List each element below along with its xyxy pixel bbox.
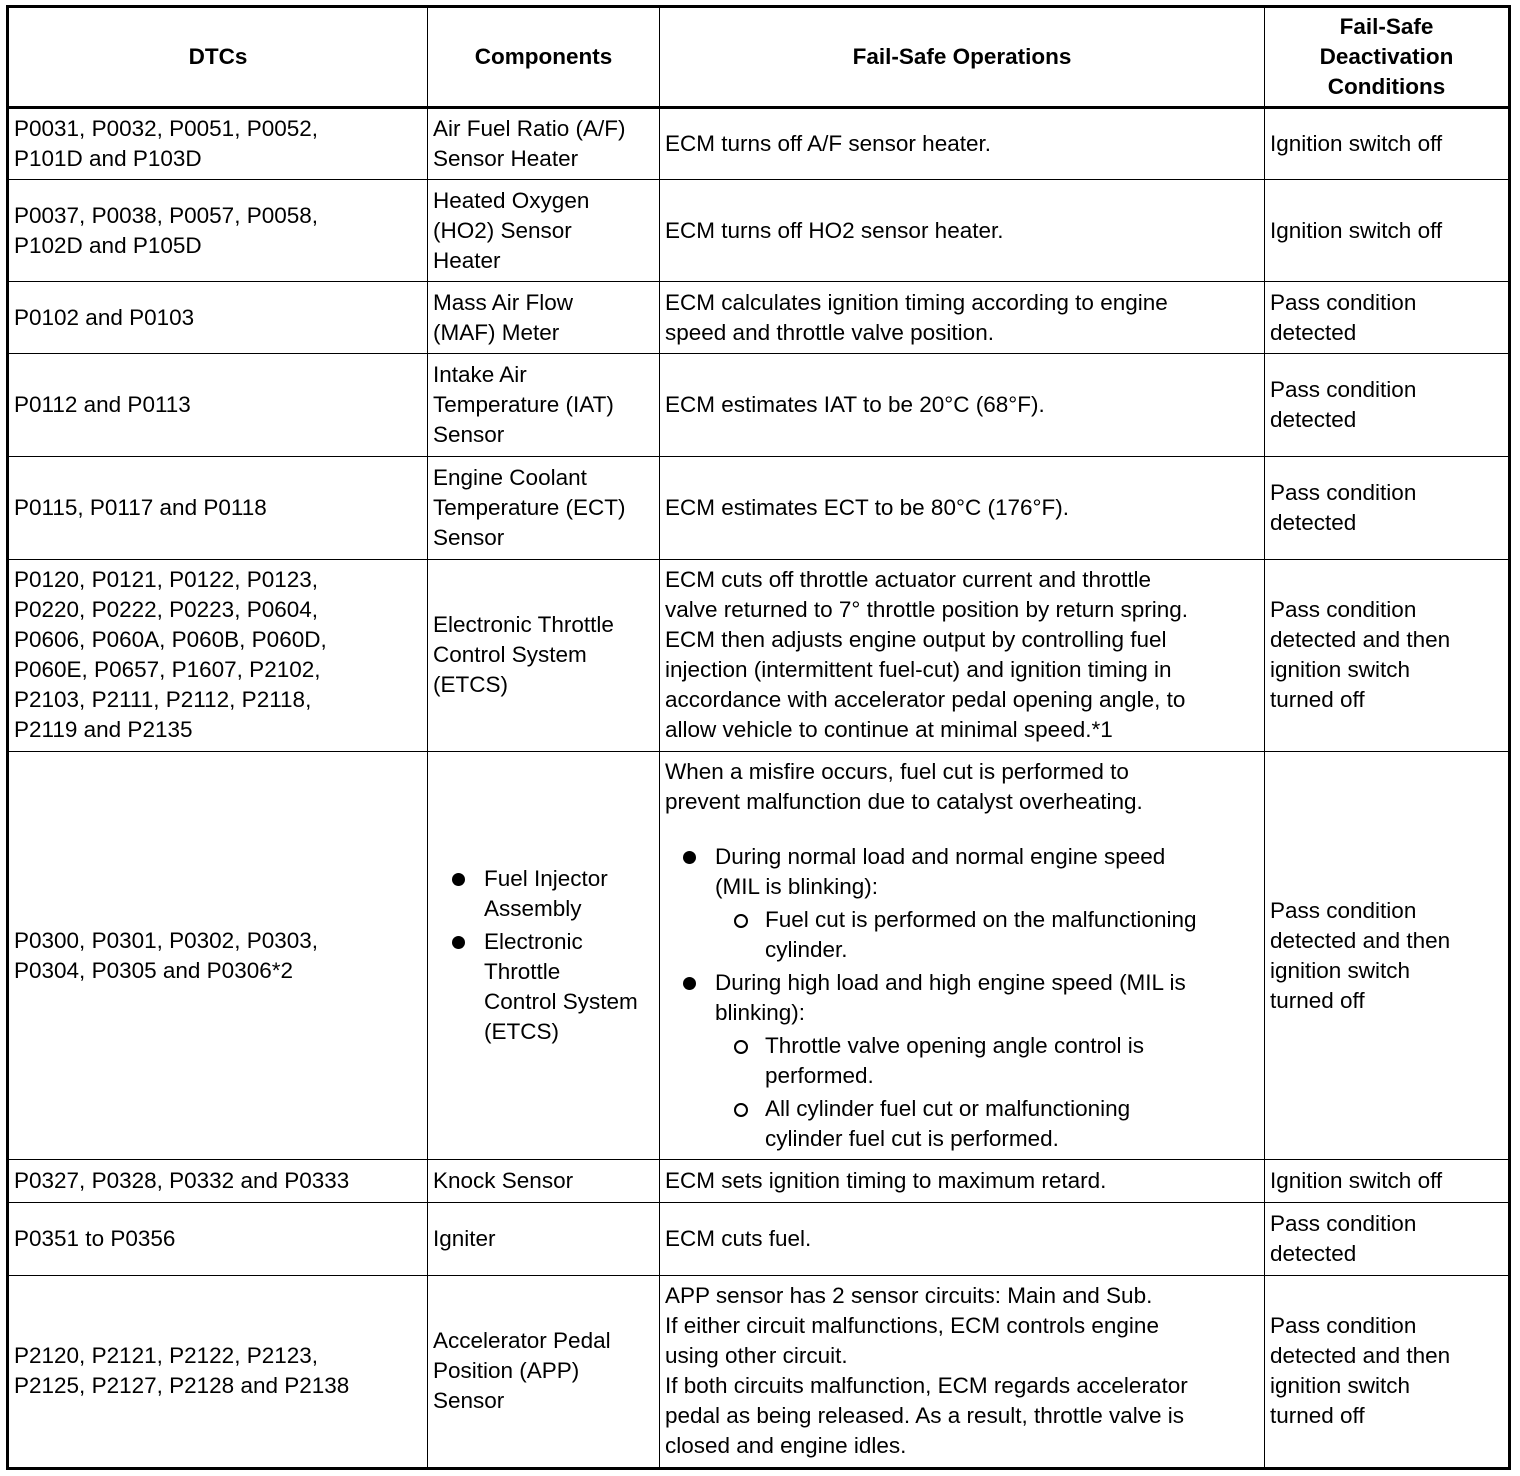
dtc-line: P102D and P105D [14, 232, 202, 258]
operation-line: injection (intermittent fuel-cut) and ignition timing in [665, 657, 1172, 683]
component-cell [428, 108, 660, 180]
deactivation-line: Ignition switch off [1270, 1168, 1443, 1193]
table-row [8, 1160, 1510, 1202]
operation-cell [660, 282, 1265, 354]
component-line: Electronic Throttle [433, 612, 614, 638]
table-body [8, 108, 1510, 1469]
sub-bullet-item [765, 1031, 1259, 1091]
component-line: Control System [484, 989, 638, 1015]
component-cell [428, 1160, 660, 1202]
component-line: Igniter [433, 1225, 496, 1251]
deactivation-line: Ignition switch off [1270, 217, 1443, 243]
component-cell [428, 1202, 660, 1275]
deactivation-line: detected [1270, 319, 1357, 345]
deactivation-cell [1265, 108, 1510, 180]
fail-safe-table [6, 5, 1511, 1470]
component-cell [428, 559, 660, 751]
dtc-cell [8, 180, 428, 282]
component-line: Throttle [484, 959, 561, 985]
deactivation-line: detected [1270, 1240, 1357, 1266]
operation-line: cylinder. [765, 937, 848, 963]
deactivation-cell [1265, 1275, 1510, 1468]
dtc-line: P2120, P2121, P2122, P2123, [14, 1343, 319, 1369]
deactivation-line: Pass condition [1270, 377, 1417, 403]
operation-line: APP sensor has 2 sensor circuits: Main and Sub. [665, 1283, 1153, 1309]
deactivation-line: turned off [1270, 987, 1365, 1013]
operation-cell [660, 354, 1265, 457]
deactivation-line: Pass condition [1270, 897, 1417, 923]
component-cell [428, 751, 660, 1160]
sub-bullet-list [715, 1031, 1259, 1154]
deactivation-cell [1265, 1202, 1510, 1275]
operation-line: When a misfire occurs, fuel cut is performed to [665, 759, 1129, 785]
component-line: Temperature (IAT) [433, 392, 614, 418]
dtc-line: P0120, P0121, P0122, P0123, [14, 567, 319, 593]
deactivation-line: Pass condition [1270, 1210, 1417, 1236]
operation-cell [660, 559, 1265, 751]
header-deactivation-line: Deactivation [1319, 44, 1454, 69]
component-cell [428, 457, 660, 559]
component-line: Position (APP) [433, 1358, 580, 1384]
component-cell [428, 282, 660, 354]
dtc-line: P0037, P0038, P0057, P0058, [14, 202, 319, 228]
table-row [8, 282, 1510, 354]
deactivation-line: detected and then [1270, 1343, 1451, 1369]
component-line: Heater [433, 247, 501, 273]
header-deactivation-line: Fail-Safe [1339, 14, 1434, 39]
table-row [8, 751, 1510, 1160]
dtc-line: P0327, P0328, P0332 and P0333 [14, 1168, 350, 1193]
deactivation-cell [1265, 1160, 1510, 1202]
component-line: Sensor [433, 525, 505, 551]
deactivation-cell [1265, 457, 1510, 559]
operation-line: If both circuits malfunction, ECM regards accelerator [665, 1373, 1188, 1399]
table-row [8, 1275, 1510, 1468]
table-header [8, 7, 1510, 108]
operation-line: ECM cuts off throttle actuator current and throttle [665, 567, 1152, 593]
deactivation-cell [1265, 751, 1510, 1160]
component-line: Air Fuel Ratio (A/F) [433, 116, 626, 142]
deactivation-line: detected and then [1270, 927, 1451, 953]
component-line: Temperature (ECT) [433, 495, 626, 521]
component-line: Sensor [433, 1388, 505, 1414]
component-line: Heated Oxygen [433, 187, 590, 213]
bullet-item [484, 927, 654, 1047]
deactivation-line: Pass condition [1270, 1313, 1417, 1339]
dtc-cell [8, 751, 428, 1160]
table-row [8, 354, 1510, 457]
header-deactivation [1265, 7, 1510, 108]
operation-line: pedal as being released. As a result, throttle valve is [665, 1403, 1185, 1429]
header-row [8, 7, 1510, 108]
component-line: Electronic [484, 929, 583, 955]
bullet-item [715, 842, 1259, 965]
dtc-line: P101D and P103D [14, 146, 202, 172]
dtc-cell [8, 282, 428, 354]
component-line: Intake Air [433, 362, 527, 388]
sub-bullet-list [715, 905, 1259, 965]
operation-line: speed and throttle valve position. [665, 319, 994, 345]
dtc-line: P0031, P0032, P0051, P0052, [14, 116, 319, 142]
component-line: Sensor [433, 422, 505, 448]
deactivation-line: Pass condition [1270, 597, 1417, 623]
table-row [8, 559, 1510, 751]
operation-line: ECM estimates IAT to be 20°C (68°F). [665, 392, 1045, 418]
operation-line: accordance with accelerator pedal opening angle, to [665, 687, 1186, 713]
operation-line: ECM sets ignition timing to maximum retard. [665, 1168, 1107, 1193]
table-row [8, 108, 1510, 180]
operation-bullet-list [665, 842, 1259, 1154]
operation-line: ECM estimates ECT to be 80°C (176°F). [665, 495, 1069, 521]
operation-line: If either circuit malfunctions, ECM controls engine [665, 1313, 1159, 1339]
component-cell [428, 1275, 660, 1468]
operation-line: ECM turns off A/F sensor heater. [665, 131, 991, 157]
deactivation-line: detected and then [1270, 627, 1451, 653]
deactivation-line: Ignition switch off [1270, 131, 1443, 157]
header-dtcs: DTCs [8, 7, 428, 108]
operation-cell [660, 457, 1265, 559]
operation-line: blinking): [715, 1000, 806, 1026]
operation-line: valve returned to 7° throttle position by return spring. [665, 597, 1189, 623]
operation-cell [660, 751, 1265, 1160]
deactivation-cell [1265, 282, 1510, 354]
operation-line: using other circuit. [665, 1343, 848, 1369]
component-line: (ETCS) [433, 672, 508, 698]
dtc-line: P2125, P2127, P2128 and P2138 [14, 1373, 350, 1399]
bullet-item [484, 864, 654, 924]
operation-line: cylinder fuel cut is performed. [765, 1126, 1059, 1152]
dtc-cell [8, 1202, 428, 1275]
table-row [8, 457, 1510, 559]
dtc-line: P2119 and P2135 [14, 717, 193, 743]
component-line: (MAF) Meter [433, 319, 560, 345]
operation-line: prevent malfunction due to catalyst overheating. [665, 789, 1143, 815]
component-line: Control System [433, 642, 587, 668]
deactivation-line: Pass condition [1270, 289, 1417, 315]
dtc-line: P0606, P060A, P060B, P060D, [14, 627, 327, 653]
dtc-cell [8, 354, 428, 457]
table-row [8, 1202, 1510, 1275]
operation-line: closed and engine idles. [665, 1433, 907, 1459]
dtc-line: P0220, P0222, P0223, P0604, [14, 597, 319, 623]
operation-cell [660, 108, 1265, 180]
operation-intro [665, 757, 1259, 817]
component-bullet-list [433, 864, 654, 1047]
dtc-line: P0351 to P0356 [14, 1225, 176, 1251]
operation-line: Throttle valve opening angle control is [765, 1033, 1144, 1059]
deactivation-cell [1265, 559, 1510, 751]
dtc-cell [8, 1160, 428, 1202]
component-line: (HO2) Sensor [433, 217, 572, 243]
dtc-line: P0115, P0117 and P0118 [14, 495, 267, 521]
header-operations: Fail-Safe Operations [660, 7, 1265, 108]
dtc-line: P0304, P0305 and P0306*2 [14, 957, 293, 983]
deactivation-line: ignition switch [1270, 1373, 1411, 1399]
component-cell [428, 354, 660, 457]
component-line: Accelerator Pedal [433, 1328, 611, 1354]
operation-line: allow vehicle to continue at minimal speed.*1 [665, 717, 1113, 743]
dtc-line: P2103, P2111, P2112, P2118, [14, 687, 312, 713]
component-line: Knock Sensor [433, 1168, 574, 1193]
operation-line: ECM then adjusts engine output by controlling fuel [665, 627, 1167, 653]
deactivation-line: turned off [1270, 1403, 1365, 1429]
deactivation-line: turned off [1270, 687, 1365, 713]
component-line: Sensor Heater [433, 146, 579, 172]
operation-line: ECM calculates ignition timing according to engine [665, 289, 1168, 315]
operation-cell [660, 1275, 1265, 1468]
sub-bullet-item [765, 1094, 1259, 1154]
operation-line: performed. [765, 1063, 874, 1089]
operation-line: All cylinder fuel cut or malfunctioning [765, 1096, 1131, 1122]
sub-bullet-item [765, 905, 1259, 965]
component-cell [428, 180, 660, 282]
dtc-line: P0300, P0301, P0302, P0303, [14, 927, 319, 953]
deactivation-cell [1265, 354, 1510, 457]
deactivation-line: Pass condition [1270, 480, 1417, 506]
deactivation-line: detected [1270, 407, 1357, 433]
component-line: Assembly [484, 896, 582, 922]
dtc-cell [8, 457, 428, 559]
dtc-line: P0102 and P0103 [14, 304, 195, 330]
component-line: (ETCS) [484, 1019, 559, 1045]
component-line: Mass Air Flow [433, 289, 574, 315]
operation-line: (MIL is blinking): [715, 874, 878, 900]
deactivation-line: ignition switch [1270, 957, 1411, 983]
dtc-line: P0112 and P0113 [14, 392, 191, 418]
header-deactivation-line: Conditions [1327, 74, 1446, 99]
operation-line: ECM cuts fuel. [665, 1225, 812, 1251]
table-row [8, 180, 1510, 282]
dtc-line: P060E, P0657, P1607, P2102, [14, 657, 321, 683]
operation-cell [660, 180, 1265, 282]
bullet-item [715, 968, 1259, 1154]
dtc-cell [8, 108, 428, 180]
dtc-cell [8, 559, 428, 751]
operation-line: ECM turns off HO2 sensor heater. [665, 217, 1004, 243]
deactivation-cell [1265, 180, 1510, 282]
header-components: Components [428, 7, 660, 108]
deactivation-line: detected [1270, 510, 1357, 536]
component-line: Fuel Injector [484, 866, 608, 892]
operation-line: During high load and high engine speed (MIL is [715, 970, 1186, 996]
operation-line: Fuel cut is performed on the malfunctioning [765, 907, 1197, 933]
operation-line: During normal load and normal engine speed [715, 844, 1166, 870]
dtc-cell [8, 1275, 428, 1468]
operation-cell [660, 1202, 1265, 1275]
component-line: Engine Coolant [433, 465, 587, 491]
deactivation-line: ignition switch [1270, 657, 1411, 683]
operation-cell [660, 1160, 1265, 1202]
